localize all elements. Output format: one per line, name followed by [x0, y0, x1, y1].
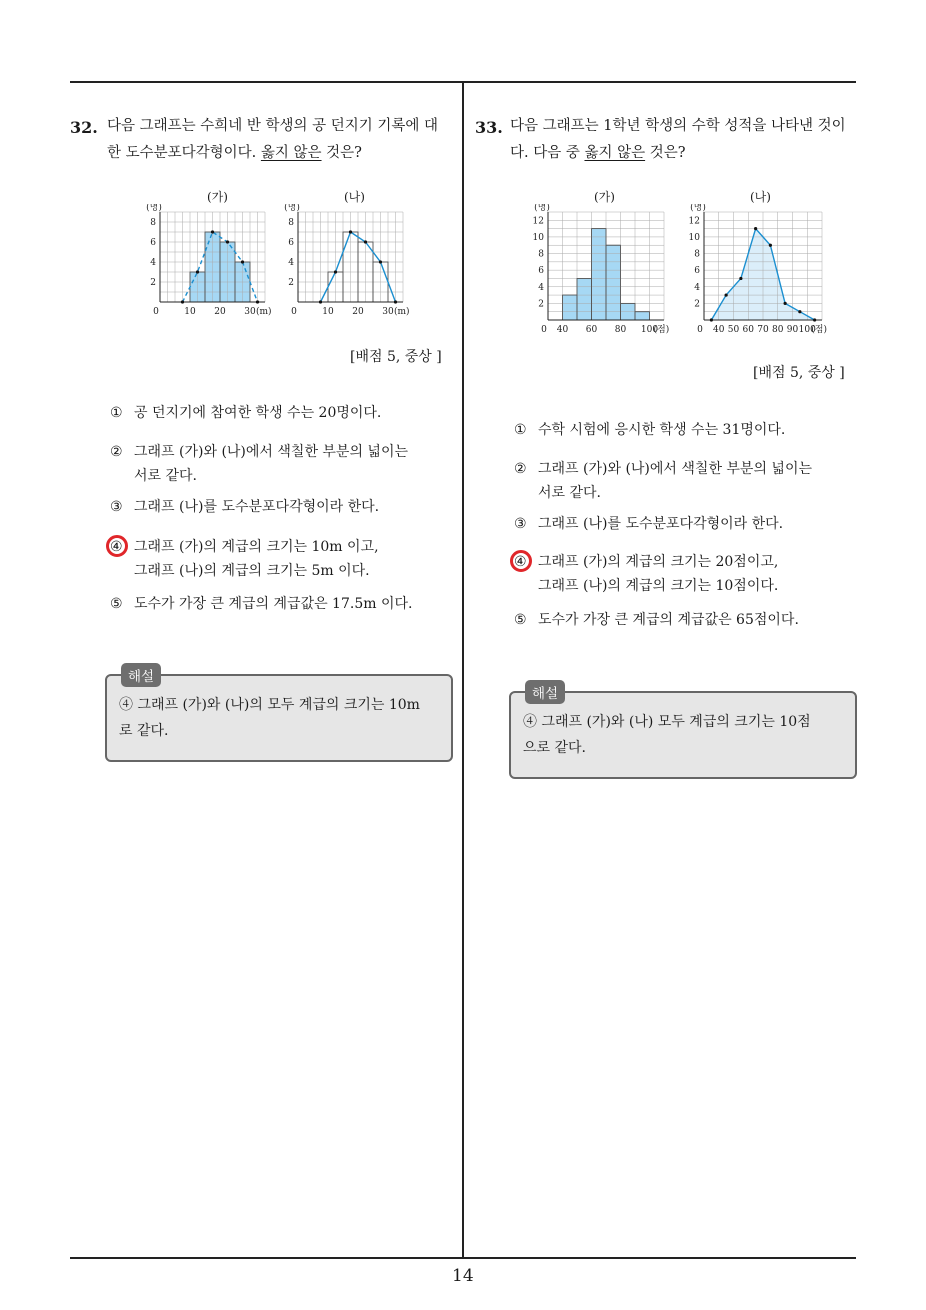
option-1[interactable]: ① 공 던지기에 참여한 학생 수는 20명이다.: [110, 405, 382, 421]
x-axis-unit: (점): [653, 325, 670, 335]
histogram-chart: [140, 204, 285, 320]
y-tick-label: 8: [694, 249, 700, 260]
data-point: [379, 260, 382, 263]
y-tick-label: 8: [538, 249, 544, 260]
y-tick-label: 4: [288, 258, 294, 268]
x-tick-label: 70: [757, 325, 769, 335]
chart-title: (가): [594, 190, 615, 204]
data-point: [364, 240, 367, 243]
x-tick-label: 40: [556, 325, 569, 335]
question-line: 다음 그래프는 1학년 학생의 수학 성적을 나타낸 것이: [510, 118, 846, 134]
x-tick-label: 90: [786, 325, 799, 335]
data-point: [784, 302, 787, 305]
solution-text: ④ 그래프 (가)와 (나)의 모두 계급의 크기는 10m 로 같다.: [119, 697, 420, 739]
histogram-bar: [606, 245, 621, 320]
x-tick-label: 50: [727, 325, 740, 335]
x-tick-label: 0: [153, 307, 159, 317]
x-tick-label: 0: [291, 307, 297, 317]
chart-title: (나): [750, 190, 771, 204]
y-tick-label: 4: [538, 282, 544, 293]
histogram-bar: [563, 295, 578, 320]
y-tick-label: 10: [532, 232, 544, 243]
option-5[interactable]: ⑤ 도수가 가장 큰 계급의 계급값은 17.5m 이다.: [110, 596, 413, 612]
data-point: [725, 293, 728, 296]
option-1[interactable]: ① 수학 시험에 응시한 학생 수는 31명이다.: [514, 422, 786, 438]
y-tick-label: 2: [694, 299, 700, 310]
data-point: [349, 230, 352, 233]
y-tick-label: 6: [538, 266, 544, 277]
x-tick-label: 10: [184, 307, 196, 317]
data-point: [196, 270, 199, 273]
y-tick-label: 6: [694, 266, 700, 277]
y-tick-label: 4: [150, 258, 156, 268]
data-point: [754, 227, 757, 230]
y-tick-label: 2: [538, 299, 544, 310]
histogram-bar: [635, 312, 650, 320]
question-number: 33.: [475, 118, 503, 137]
x-tick-label: 30: [244, 307, 256, 317]
data-point: [334, 270, 337, 273]
y-tick-label: 2: [288, 278, 294, 288]
x-tick-label: 100: [640, 325, 659, 335]
page-number: 14: [452, 1266, 474, 1286]
option-3[interactable]: ③ 그래프 (나)를 도수분포다각형이라 한다.: [514, 516, 784, 532]
data-point: [211, 230, 214, 233]
x-axis-unit: (m): [256, 307, 272, 317]
y-tick-label: 12: [532, 216, 544, 227]
x-tick-label: 60: [585, 325, 598, 335]
column-divider: [462, 82, 464, 1259]
solution-box: [105, 669, 453, 762]
solution-tag: 해설: [525, 680, 565, 704]
frequency-polygon-chart: [278, 204, 423, 320]
histogram-chart: [524, 204, 684, 338]
question-line: 한 도수분포다각형이다. 옳지 않은 것은?: [107, 145, 362, 161]
option-2[interactable]: ② 그래프 (가)와 (나)에서 색칠한 부분의 넓이는 서로 같다.: [110, 444, 409, 484]
x-axis-unit: (m): [394, 307, 410, 317]
x-tick-label: 30: [382, 307, 394, 317]
y-tick-label: 8: [150, 218, 156, 228]
x-tick-label: 100: [798, 325, 816, 335]
data-point: [739, 277, 742, 280]
data-point: [813, 318, 816, 321]
y-axis-label: (명): [690, 204, 706, 213]
data-point: [394, 300, 397, 303]
x-tick-label: 10: [322, 307, 334, 317]
question-number: 32.: [70, 118, 98, 137]
option-4[interactable]: ④ 그래프 (가)의 계급의 크기는 10m 이고, 그래프 (나)의 계급의 크기는 5m 이다.: [110, 539, 379, 579]
y-tick-label: 4: [694, 282, 700, 293]
x-tick-label: 0: [541, 325, 547, 335]
question-line: 다. 다음 중 옳지 않은 것은?: [510, 145, 686, 161]
solution-tag: 해설: [121, 663, 161, 687]
solution-box: [509, 686, 857, 779]
x-tick-label: 80: [614, 325, 627, 335]
frequency-polygon-chart: [682, 204, 847, 338]
histogram-bar: [592, 229, 607, 320]
x-tick-label: 40: [713, 325, 725, 335]
option-4[interactable]: ④ 그래프 (가)의 계급의 크기는 20점이고, 그래프 (나)의 계급의 크기는 10점이다.: [514, 554, 779, 594]
y-tick-label: 12: [688, 216, 700, 227]
y-axis-label: (명): [284, 204, 300, 213]
x-tick-label: 80: [772, 325, 784, 335]
data-point: [769, 244, 772, 247]
score-meta: [배점 5, 중상 ]: [753, 365, 845, 381]
data-point: [798, 310, 801, 313]
data-point: [226, 240, 229, 243]
chart-title: (나): [344, 190, 365, 204]
option-2[interactable]: ② 그래프 (가)와 (나)에서 색칠한 부분의 넓이는 서로 같다.: [514, 461, 813, 501]
data-point: [241, 260, 244, 263]
question-line: 다음 그래프는 수희네 반 학생의 공 던지기 기록에 대: [107, 118, 439, 134]
option-5[interactable]: ⑤ 도수가 가장 큰 계급의 계급값은 65점이다.: [514, 612, 799, 628]
x-tick-label: 60: [742, 325, 754, 335]
data-point: [181, 300, 184, 303]
x-tick-label: 0: [697, 325, 703, 335]
data-point: [256, 300, 259, 303]
x-tick-label: 20: [214, 307, 226, 317]
underlined-phrase: 옳지 않은: [260, 145, 322, 161]
x-axis-unit: (점): [811, 325, 827, 335]
y-tick-label: 10: [688, 232, 700, 243]
y-axis-label: (명): [534, 204, 550, 213]
y-tick-label: 6: [150, 238, 156, 248]
y-tick-label: 2: [150, 278, 156, 288]
data-point: [319, 300, 322, 303]
bottom-rule: [70, 1257, 856, 1259]
y-tick-label: 6: [288, 238, 294, 248]
x-tick-label: 20: [352, 307, 364, 317]
question-text: [107, 113, 462, 167]
y-tick-label: 8: [288, 218, 294, 228]
underlined-phrase: 옳지 않은: [584, 145, 646, 161]
histogram-bar: [577, 278, 592, 320]
solution-text: ④ 그래프 (가)와 (나) 모두 계급의 크기는 10점 으로 같다.: [523, 714, 811, 756]
y-axis-label: (명): [146, 204, 162, 213]
data-point: [710, 318, 713, 321]
score-meta: [배점 5, 중상 ]: [350, 349, 442, 365]
question-text: [510, 113, 860, 167]
chart-title: (가): [207, 190, 228, 204]
option-3[interactable]: ③ 그래프 (나)를 도수분포다각형이라 한다.: [110, 499, 380, 515]
